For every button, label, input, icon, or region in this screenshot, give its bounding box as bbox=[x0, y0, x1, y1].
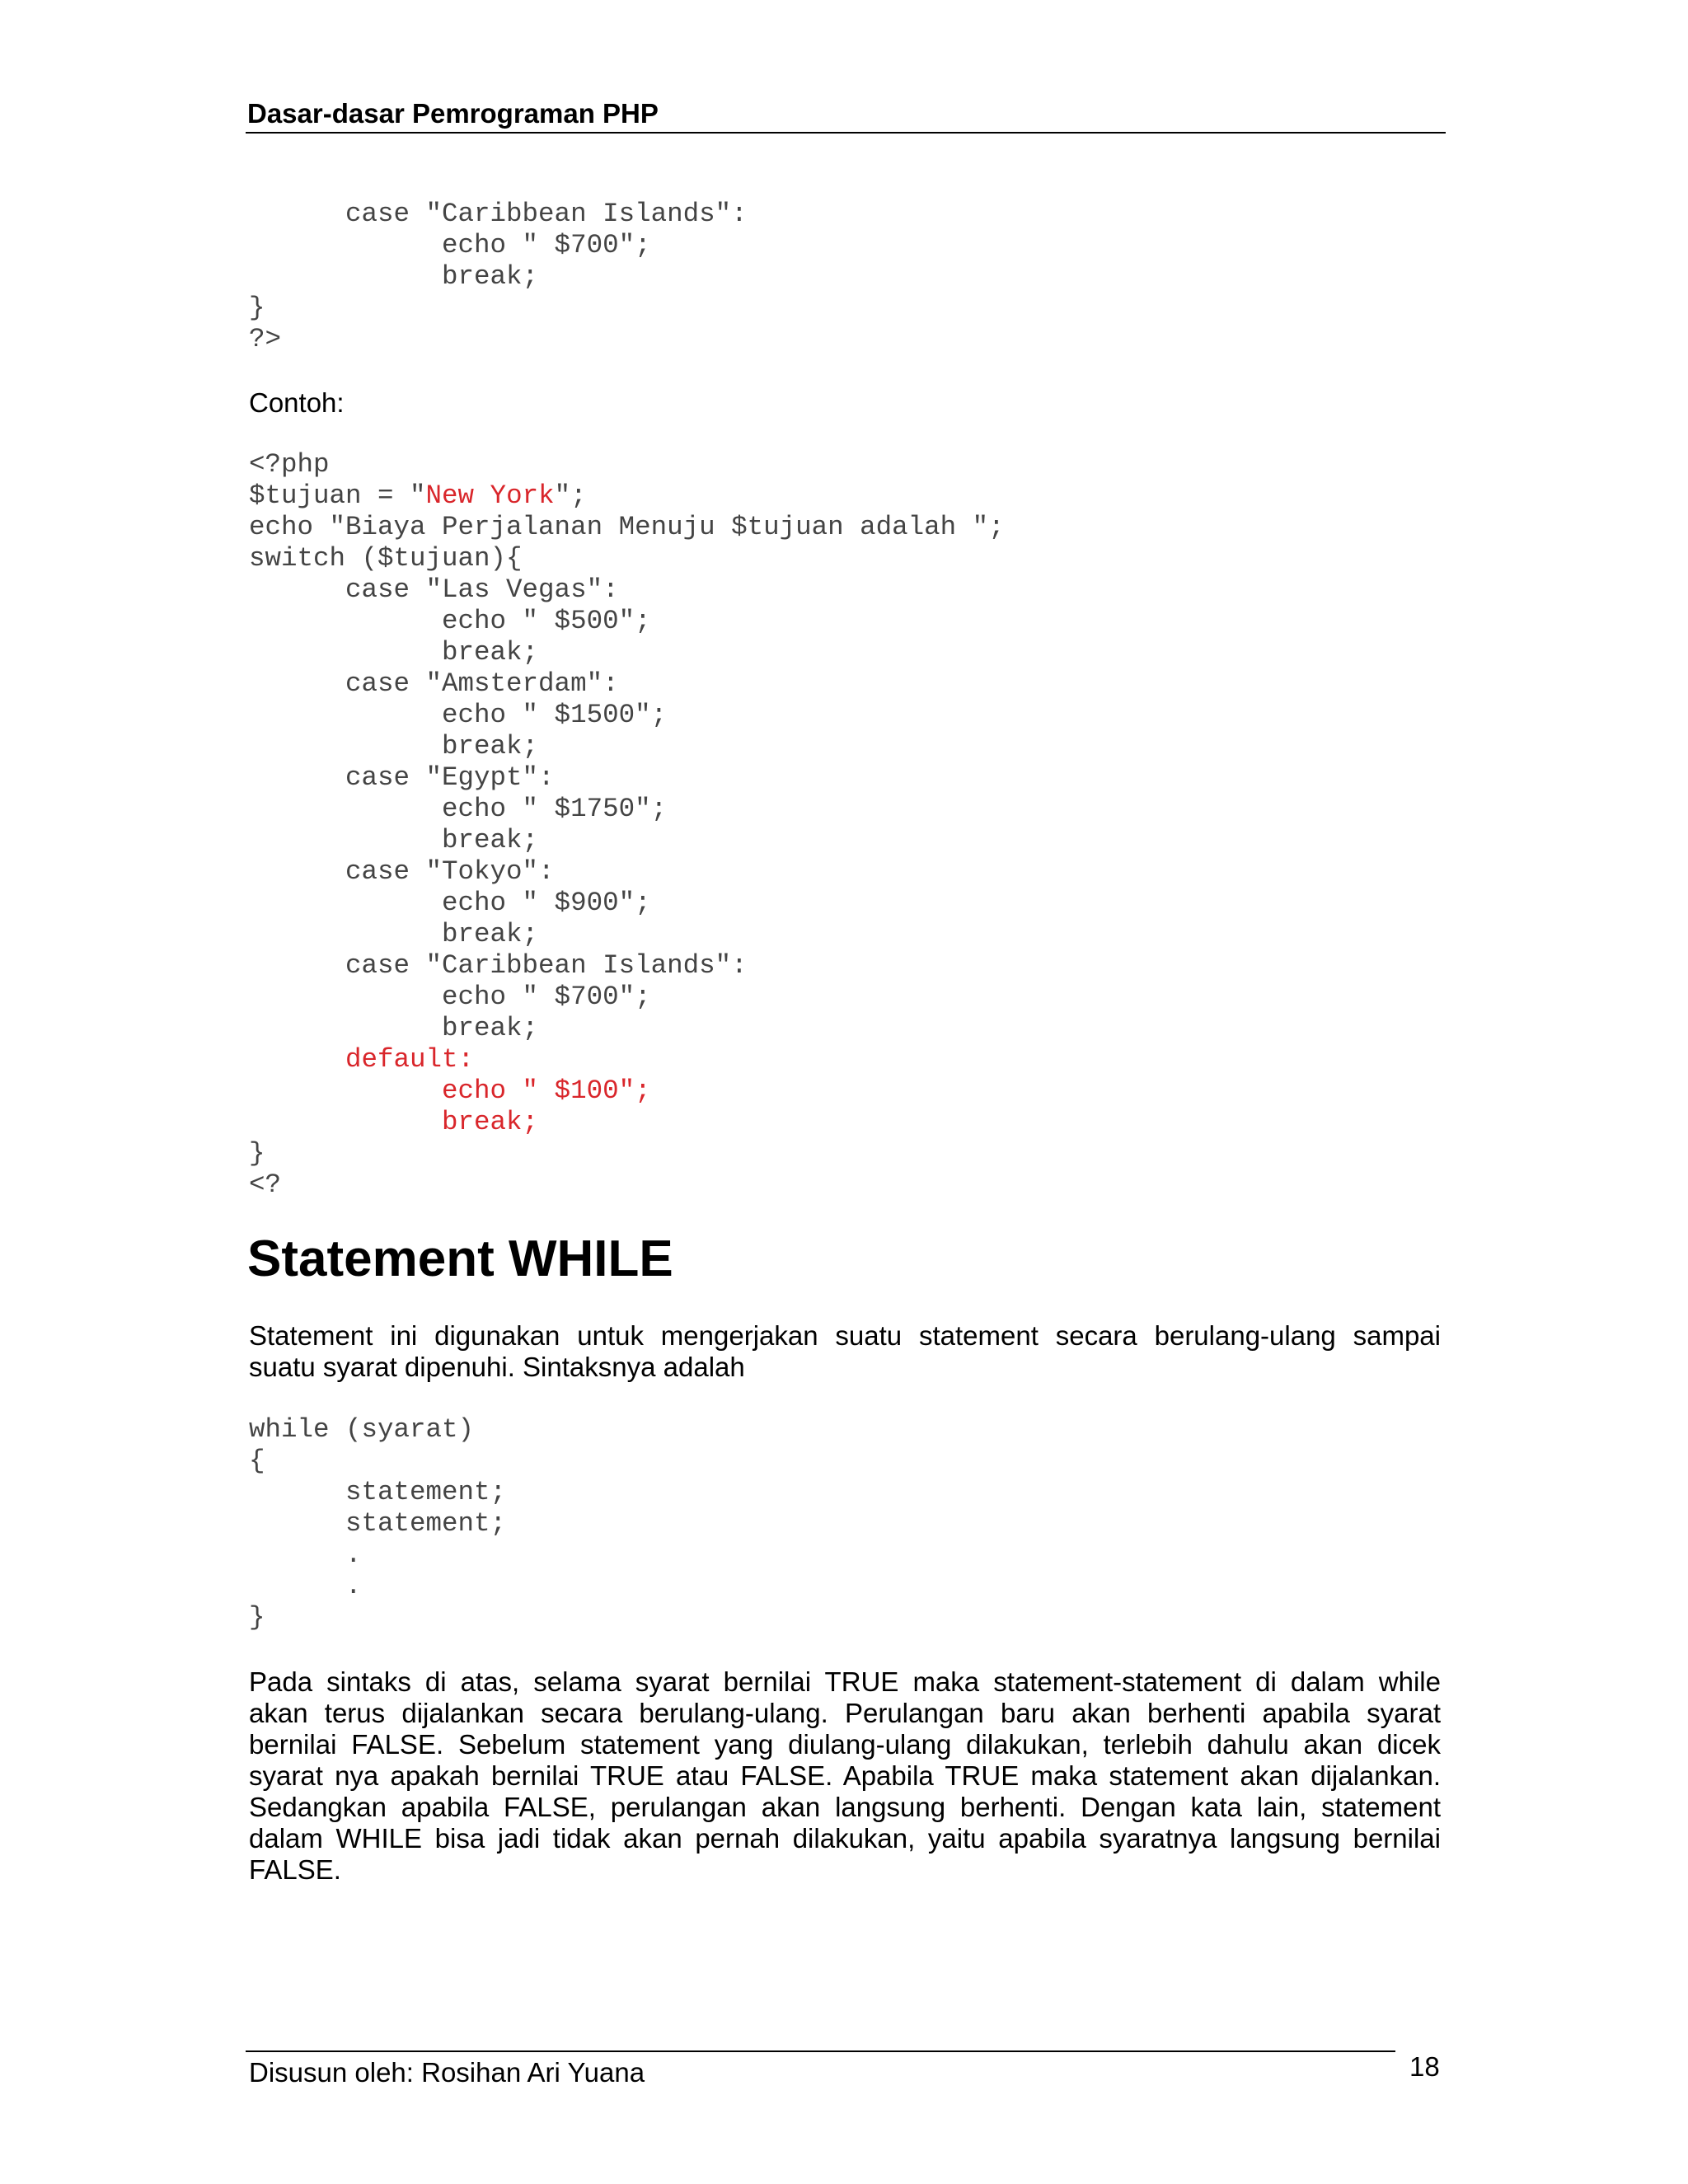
code-line: . bbox=[249, 1571, 362, 1601]
code-line: } bbox=[249, 293, 265, 323]
code-line: case "Caribbean Islands": bbox=[249, 950, 748, 981]
code-line-highlighted: echo " $100"; bbox=[249, 1076, 651, 1106]
code-line: echo " $700"; bbox=[249, 230, 651, 260]
code-line: switch ($tujuan){ bbox=[249, 543, 523, 574]
code-block-switch-tail bbox=[249, 199, 748, 355]
code-line: break; bbox=[249, 637, 539, 668]
code-line: break; bbox=[249, 731, 539, 762]
paragraph-line: Sedangkan apabila FALSE, perulangan akan langsung berhenti. Dengan kata lain, statement bbox=[249, 1792, 1441, 1822]
code-line-highlighted: default: bbox=[249, 1044, 475, 1075]
code-block-while-syntax bbox=[249, 1414, 506, 1633]
code-line: echo " $1750"; bbox=[249, 794, 668, 824]
page-number: 18 bbox=[1409, 2051, 1440, 2082]
code-line: } bbox=[249, 1602, 265, 1633]
code-line bbox=[249, 480, 1005, 512]
code-line: case "Tokyo": bbox=[249, 856, 555, 887]
code-line: echo "Biaya Perjalanan Menuju $tujuan adalah "; bbox=[249, 512, 1005, 542]
code-fragment: $tujuan = " bbox=[249, 480, 426, 511]
code-block-switch-example bbox=[249, 449, 1005, 1201]
footer-rule bbox=[246, 2050, 1395, 2052]
page-header-title: Dasar-dasar Pemrograman PHP bbox=[247, 98, 659, 129]
paragraph-line: FALSE. bbox=[249, 1854, 341, 1885]
section-heading: Statement WHILE bbox=[247, 1230, 673, 1287]
code-line: break; bbox=[249, 825, 539, 855]
code-line: { bbox=[249, 1446, 265, 1476]
code-fragment: "; bbox=[554, 480, 587, 511]
code-line: echo " $500"; bbox=[249, 606, 651, 636]
paragraph-line: Statement ini digunakan untuk mengerjakan suatu statement secara berulang-ulang sampai bbox=[249, 1320, 1441, 1351]
paragraph-line: bernilai FALSE. Sebelum statement yang diulang-ulang dilakukan, terlebih dahulu akan dicek bbox=[249, 1729, 1441, 1760]
paragraph-line: syarat nya apakah bernilai TRUE atau FALSE. Apabila TRUE maka statement akan dijalankan. bbox=[249, 1760, 1441, 1791]
code-line: case "Las Vegas": bbox=[249, 574, 619, 605]
example-label: Contoh: bbox=[249, 387, 345, 418]
code-line: <? bbox=[249, 1169, 282, 1200]
highlighted-string: New York bbox=[425, 480, 555, 511]
code-line: statement; bbox=[249, 1477, 507, 1507]
code-line-highlighted: break; bbox=[249, 1107, 539, 1137]
code-line: case "Caribbean Islands": bbox=[249, 199, 748, 229]
paragraph-line: akan terus dijalankan secara berulang-ulang. Perulangan baru akan berhenti apabila syarat bbox=[249, 1698, 1441, 1728]
explanation-paragraph bbox=[249, 1666, 1441, 1886]
code-line: echo " $700"; bbox=[249, 982, 651, 1012]
intro-paragraph bbox=[249, 1320, 1441, 1383]
code-line: while (syarat) bbox=[249, 1414, 475, 1445]
code-line: echo " $1500"; bbox=[249, 700, 668, 730]
code-line: case "Amsterdam": bbox=[249, 668, 619, 699]
code-line: break; bbox=[249, 261, 539, 292]
paragraph-line: dalam WHILE bisa jadi tidak akan pernah dilakukan, yaitu apabila syaratnya langsung bernilai bbox=[249, 1823, 1441, 1854]
code-line: statement; bbox=[249, 1508, 507, 1539]
code-line: break; bbox=[249, 1013, 539, 1043]
code-line: case "Egypt": bbox=[249, 762, 555, 793]
code-line: break; bbox=[249, 919, 539, 949]
code-line: } bbox=[249, 1138, 265, 1169]
code-line: echo " $900"; bbox=[249, 888, 651, 918]
code-line: <?php bbox=[249, 449, 330, 480]
footer-author: Disusun oleh: Rosihan Ari Yuana bbox=[249, 2057, 645, 2088]
paragraph-line: Pada sintaks di atas, selama syarat bernilai TRUE maka statement-statement di dalam while bbox=[249, 1666, 1441, 1697]
code-line: . bbox=[249, 1540, 362, 1570]
code-line: ?> bbox=[249, 324, 282, 354]
paragraph-line: suatu syarat dipenuhi. Sintaksnya adalah bbox=[249, 1352, 745, 1382]
header-rule bbox=[246, 132, 1446, 134]
